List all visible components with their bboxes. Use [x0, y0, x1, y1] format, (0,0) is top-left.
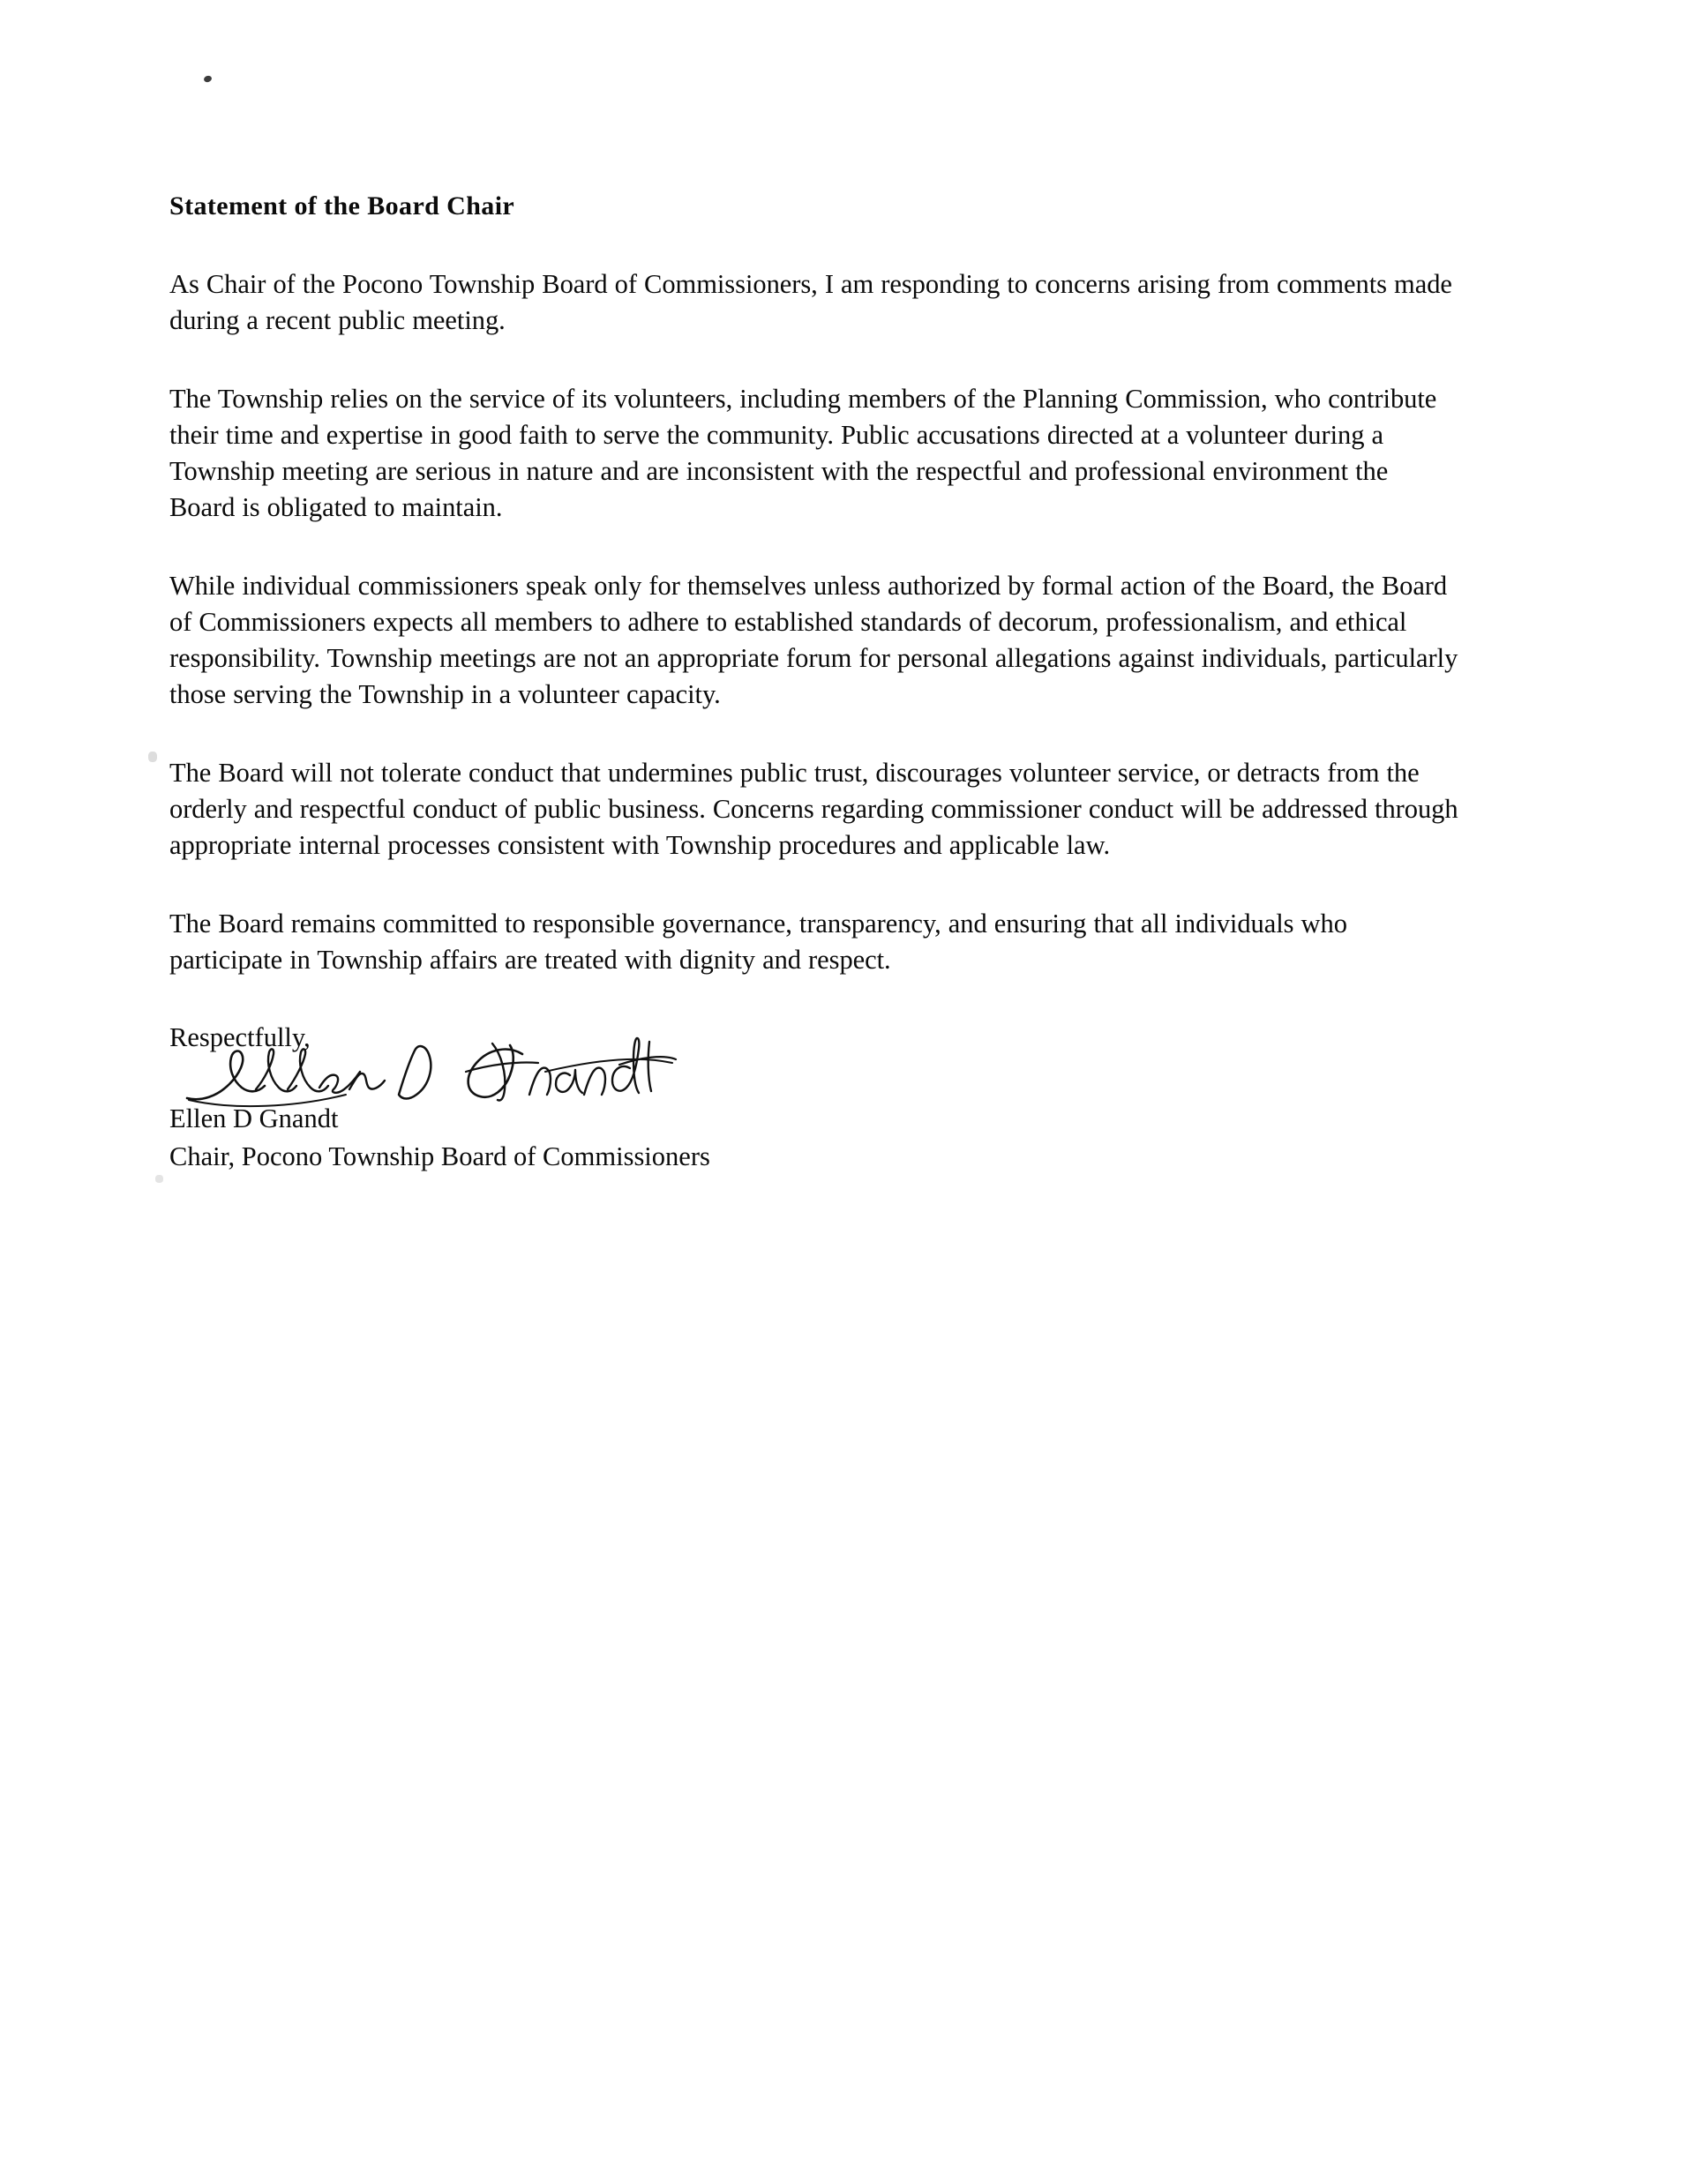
scan-artifact-smudge-secondary-icon [155, 1175, 163, 1183]
document-body [169, 189, 1459, 1174]
paragraph-decorum: While individual commissioners speak only for themselves unless authorized by formal action of the Board, the Board of Commissioners expects all members to adhere to established standards of decorum, professionalism, and ethical responsibility. Township meetings are not an appropriate forum for personal allegations against individuals, particularly those serving the Township in a volunteer capacity. [169, 571, 1458, 709]
paragraph-volunteers: The Township relies on the service of its volunteers, including members of the Planning Commission, who contribute their time and expertise in good faith to serve the community. Public accusations directed at a volunteer during a Township meeting are serious in nature and are inconsistent with the respectful and professional environment the Board is obligated to maintain. [169, 384, 1437, 522]
closing-salutation: Respectfully, [169, 1022, 311, 1052]
scan-artifact-dot-icon [203, 75, 213, 83]
paragraph-conduct: The Board will not tolerate conduct that undermines public trust, discourages volunteer service, or detracts from the orderly and respectful conduct of public business. Concerns regarding commissioner conduct will be addressed through appropriate internal processes consistent with Township procedures and applicable law. [169, 758, 1458, 860]
paragraph-intro: As Chair of the Pocono Township Board of Commissioners, I am responding to concerns arising from comments made during a recent public meeting. [169, 269, 1452, 335]
signer-printed-name: Ellen D Gnandt [169, 1103, 339, 1133]
signer-title: Chair, Pocono Township Board of Commissioners [169, 1141, 710, 1171]
scan-artifact-smudge-icon [148, 752, 157, 762]
page-title: Statement of the Board Chair [169, 191, 515, 221]
paragraph-commitment: The Board remains committed to responsible governance, transparency, and ensuring that all individuals who participate in Township affairs are treated with dignity and respect. [169, 909, 1347, 975]
handwritten-signature [169, 1045, 1459, 1102]
signature-block [169, 1021, 1459, 1174]
